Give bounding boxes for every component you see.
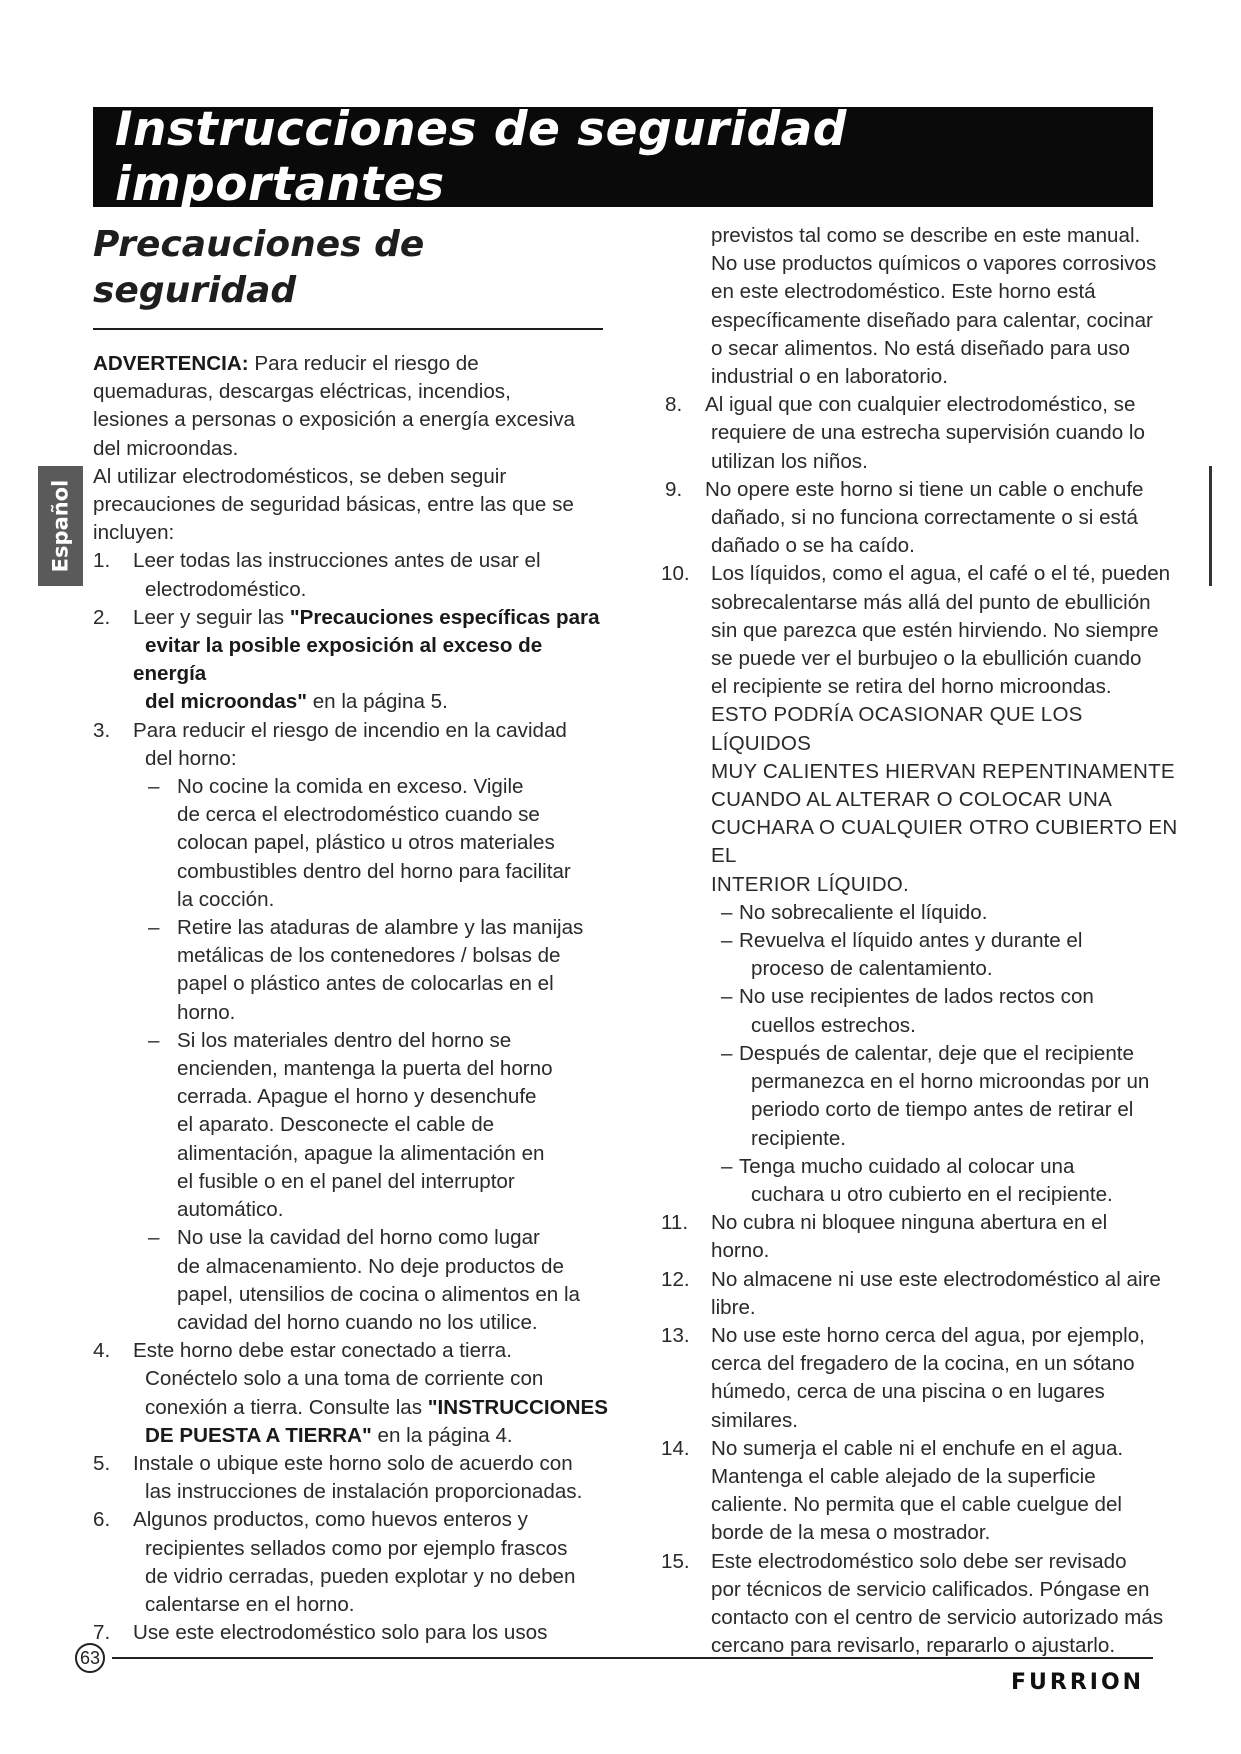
sub-text: alimentación, apague la alimentación en — [177, 1141, 545, 1165]
list-item-7-continued — [665, 222, 1185, 391]
item-text: Leer todas las instrucciones antes de usar el — [133, 549, 541, 573]
list-item-8 — [665, 391, 1185, 476]
sub-text: de cerca el electrodoméstico cuando se — [177, 803, 540, 827]
sub-text: permanezca en el horno microondas por un — [751, 1070, 1150, 1094]
list-item-9 — [665, 476, 1185, 561]
item-number: 12. — [661, 1267, 690, 1291]
item-text: No use productos químicos o vapores corrosivos — [711, 252, 1157, 276]
sub-text: papel, utensilios de cocina o alimentos en la — [177, 1282, 580, 1306]
margin-bar — [1209, 466, 1212, 586]
item-text: No cubra ni bloquee ninguna abertura en el — [711, 1211, 1108, 1235]
item-text: en este electrodoméstico. Este horno está — [711, 280, 1096, 304]
item-text: sin que parezca que estén hirviendo. No siempre — [711, 618, 1159, 642]
item-number: 14. — [661, 1436, 690, 1460]
item-text: Los líquidos, como el agua, el café o el té, pueden — [711, 562, 1171, 586]
sub-text: cavidad del horno cuando no los utilice. — [177, 1310, 538, 1334]
item-text: conexión a tierra. Consulte las — [145, 1395, 428, 1419]
footer-rule — [112, 1657, 1153, 1659]
item-text: requiere de una estrecha supervisión cuando lo — [711, 421, 1145, 445]
item-text: Para reducir el riesgo de incendio en la cavidad — [133, 718, 567, 742]
item-text: No use este horno cerca del agua, por ejemplo, — [711, 1323, 1145, 1347]
dash-mark: – — [721, 985, 733, 1009]
sub-text: No cocine la comida en exceso. Vigile — [177, 775, 524, 799]
sub-item-10d — [665, 1040, 1185, 1153]
sub-item-10e — [665, 1153, 1185, 1209]
item-bold-ref: evitar la posible exposición al exceso de energía — [133, 634, 543, 686]
item-text: de vidrio cerradas, pueden explotar y no deben — [145, 1564, 576, 1588]
item-number: 2. — [93, 605, 111, 629]
intro-text: Al utilizar electrodomésticos, se deben seguir — [93, 464, 507, 488]
item-text: calentarse en el horno. — [145, 1592, 355, 1616]
item-text: industrial o en laboratorio. — [711, 365, 948, 389]
warning-text: quemaduras, descargas eléctricas, incendios, — [93, 380, 511, 404]
sub-text: periodo corto de tiempo antes de retirar el — [751, 1098, 1134, 1122]
sub-text: encienden, mantenga la puerta del horno — [177, 1057, 553, 1081]
section-title: Precauciones de seguridad — [93, 224, 425, 311]
list-item-10 — [661, 560, 1185, 898]
item-text: Algunos productos, como huevos enteros y — [133, 1508, 528, 1532]
page-number: 63 — [75, 1643, 105, 1673]
item-text: No opere este horno si tiene un cable o enchufe — [705, 477, 1144, 501]
warning-text: Para reducir el riesgo de — [254, 352, 479, 375]
dash-mark: – — [148, 775, 160, 799]
sub-text: Después de calentar, deje que el recipiente — [739, 1041, 1134, 1065]
warning-caps-text: CUANDO AL ALTERAR O COLOCAR UNA — [711, 788, 1112, 812]
intro-text: precauciones de seguridad básicas, entre las que se — [93, 493, 574, 517]
item-text: cerca del fregadero de la cocina, en un sótano — [711, 1352, 1135, 1376]
dash-mark: – — [721, 1154, 733, 1178]
dash-mark: – — [721, 1041, 733, 1065]
sub-text: horno. — [177, 1000, 236, 1024]
list-item-6 — [93, 1506, 613, 1619]
item-number: 3. — [93, 718, 111, 742]
item-text: dañado o se ha caído. — [711, 534, 915, 558]
item-text: borde de la mesa o mostrador. — [711, 1521, 991, 1545]
list-item-5 — [93, 1450, 613, 1506]
sub-item-10b — [665, 927, 1185, 983]
warning-caps-text: CUCHARA O CUALQUIER OTRO CUBIERTO EN EL — [711, 816, 1178, 868]
page-title: Instrucciones de seguridad importantes — [115, 102, 847, 212]
list-item-11 — [661, 1209, 1185, 1265]
basic-paragraph — [93, 463, 613, 548]
item-text: Conéctelo solo a una toma de corriente con — [145, 1367, 544, 1391]
item-number: 6. — [93, 1508, 111, 1532]
item-number: 7. — [93, 1621, 111, 1645]
sub-text: Retire las ataduras de alambre y las manijas — [177, 916, 584, 940]
language-label: Español — [48, 479, 73, 573]
item-text: libre. — [711, 1295, 756, 1319]
sub-text: automático. — [177, 1198, 284, 1222]
dash-mark: – — [148, 1226, 160, 1250]
item-number: 8. — [665, 393, 683, 417]
header-banner — [93, 102, 1153, 212]
section-rule — [93, 328, 603, 330]
left-column — [93, 210, 613, 1647]
item-text: húmedo, cerca de una piscina o en lugares — [711, 1380, 1105, 1404]
warning-label: ADVERTENCIA: — [93, 352, 249, 375]
item-text: del horno: — [145, 746, 237, 770]
item-text: dañado, si no funciona correctamente o si está — [711, 506, 1139, 530]
sub-text: papel o plástico antes de colocarlas en el — [177, 972, 554, 996]
sub-text: cerrada. Apague el horno y desenchufe — [177, 1085, 537, 1109]
sub-text: No use la cavidad del horno como lugar — [177, 1226, 540, 1250]
item-text: el recipiente se retira del horno microondas. — [711, 675, 1112, 699]
sub-text: la cocción. — [177, 887, 275, 911]
sub-text: Tenga mucho cuidado al colocar una — [739, 1154, 1075, 1178]
item-text: horno. — [711, 1239, 770, 1263]
intro-text: incluyen: — [93, 521, 175, 545]
sub-text: Si los materiales dentro del horno se — [177, 1028, 512, 1052]
sub-text: Revuelva el líquido antes y durante el — [739, 929, 1083, 953]
sub-text: el aparato. Desconecte el cable de — [177, 1113, 495, 1137]
dash-mark: – — [148, 916, 160, 940]
item-bold-ref: DE PUESTA A TIERRA" — [145, 1423, 372, 1447]
item-text: No sumerja el cable ni el enchufe en el agua. — [711, 1436, 1124, 1460]
item-text: Instale o ubique este horno solo de acuerdo con — [133, 1451, 573, 1475]
sub-text: colocan papel, plástico u otros materiales — [177, 831, 555, 855]
sub-item-10a — [665, 899, 1185, 927]
item-text: en la página 4. — [371, 1423, 513, 1447]
list-item-13 — [661, 1322, 1185, 1435]
warning-caps-text: MUY CALIENTES HIERVAN REPENTINAMENTE — [711, 759, 1175, 783]
right-column — [661, 210, 1185, 1660]
item-text: cercano para revisarlo, repararlo o ajustarlo. — [711, 1634, 1116, 1658]
warning-paragraph — [93, 350, 613, 463]
dash-mark: – — [148, 1028, 160, 1052]
sub-text: No use recipientes de lados rectos con — [739, 985, 1094, 1009]
item-text: previstos tal como se describe en este manual. — [711, 224, 1141, 247]
item-text: contacto con el centro de servicio autorizado más — [711, 1605, 1164, 1629]
sub-item-3a — [93, 773, 613, 914]
sub-item-3b — [93, 914, 613, 1027]
item-text: utilizan los niños. — [711, 449, 868, 473]
item-number: 1. — [93, 549, 111, 573]
item-text: sobrecalentarse más allá del punto de ebullición — [711, 590, 1151, 614]
item-text: Leer y seguir las — [133, 605, 290, 629]
sub-text: metálicas de los contenedores / bolsas de — [177, 944, 561, 968]
list-item-15 — [661, 1548, 1185, 1661]
sub-text: proceso de calentamiento. — [751, 957, 993, 981]
item-text: Use este electrodoméstico solo para los usos — [133, 1621, 548, 1645]
warning-text: del microondas. — [93, 436, 239, 460]
item-bold-ref: "Precauciones específicas para — [289, 605, 600, 629]
list-item-1 — [93, 547, 613, 603]
item-text: No almacene ni use este electrodoméstico al aire — [711, 1267, 1161, 1291]
language-tab — [38, 466, 83, 586]
item-number: 11. — [661, 1211, 689, 1235]
item-number: 13. — [661, 1323, 690, 1347]
item-text: Este electrodoméstico solo debe ser revisado — [711, 1549, 1127, 1573]
list-item-14 — [661, 1435, 1185, 1548]
item-text: se puede ver el burbujeo o la ebullición cuando — [711, 647, 1142, 671]
item-text: Mantenga el cable alejado de la superficie — [711, 1464, 1096, 1488]
item-text: similares. — [711, 1408, 798, 1432]
sub-text: No sobrecaliente el líquido. — [739, 900, 988, 924]
list-item-4 — [93, 1337, 613, 1450]
sub-text: cuchara u otro cubierto en el recipiente. — [751, 1182, 1113, 1206]
item-text: Este horno debe estar conectado a tierra. — [133, 1339, 512, 1363]
dash-mark: – — [721, 900, 733, 924]
item-number: 15. — [661, 1549, 690, 1573]
dash-mark: – — [721, 929, 733, 953]
item-text: Al igual que con cualquier electrodoméstico, se — [705, 393, 1136, 417]
item-number: 9. — [665, 477, 683, 501]
sub-item-10c — [665, 983, 1185, 1039]
item-number: 4. — [93, 1339, 111, 1363]
item-text: las instrucciones de instalación proporcionadas. — [145, 1480, 583, 1504]
item-number: 10. — [661, 562, 690, 586]
item-text: caliente. No permita que el cable cuelgue del — [711, 1493, 1122, 1517]
sub-item-3d — [93, 1224, 613, 1337]
sub-item-3c — [93, 1027, 613, 1224]
sub-text: el fusible o en el panel del interruptor — [177, 1169, 515, 1193]
item-text: recipientes sellados como por ejemplo frascos — [145, 1536, 568, 1560]
item-bold-ref: "INSTRUCCIONES — [427, 1395, 608, 1419]
sub-text: combustibles dentro del horno para facilitar — [177, 859, 571, 883]
item-text: o secar alimentos. No está diseñado para uso — [711, 336, 1130, 360]
warning-text: lesiones a personas o exposición a energía excesiva — [93, 408, 575, 432]
list-item-2 — [93, 604, 613, 717]
warning-caps-text: ESTO PODRÍA OCASIONAR QUE LOS LÍQUIDOS — [711, 703, 1083, 755]
brand-logo: FURRION — [1011, 1670, 1145, 1695]
item-text: electrodoméstico. — [145, 577, 307, 601]
item-text: en la página 5. — [306, 690, 448, 714]
list-item-12 — [661, 1266, 1185, 1322]
sub-text: de almacenamiento. No deje productos de — [177, 1254, 564, 1278]
warning-caps-text: INTERIOR LÍQUIDO. — [711, 872, 909, 896]
sub-text: recipiente. — [751, 1126, 847, 1150]
item-bold-ref: del microondas" — [145, 690, 307, 714]
list-item-3 — [93, 717, 613, 773]
item-text: específicamente diseñado para calentar, cocinar — [711, 308, 1153, 332]
list-item-7 — [93, 1619, 613, 1647]
item-number: 5. — [93, 1451, 111, 1475]
sub-text: cuellos estrechos. — [751, 1013, 916, 1037]
item-text: por técnicos de servicio calificados. Póngase en — [711, 1577, 1150, 1601]
